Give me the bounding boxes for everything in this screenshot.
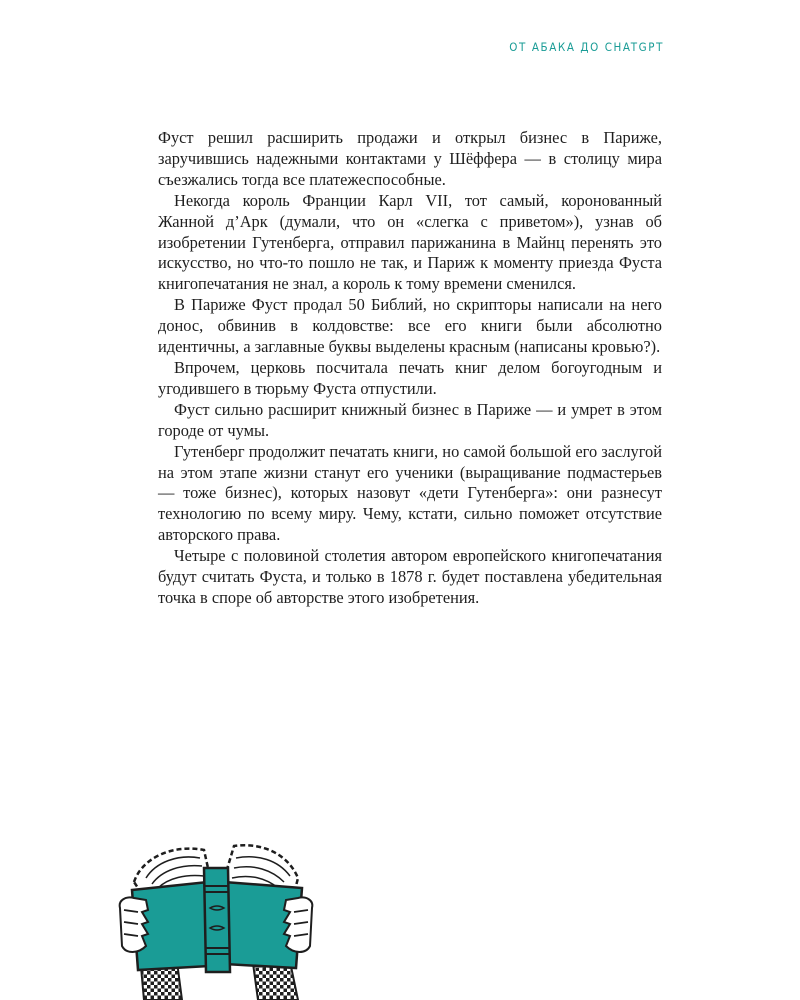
reading-book-hands-icon (112, 838, 322, 1000)
paragraph: Некогда король Франции Карл VII, тот самый, коронованный Жанной д’Арк (думали, что он «слегка с приветом»), узнав об изобретении Гутенберга, отправил парижанина в Майнц перенять это искусство, но что-то пошло не так, и Париж к моменту приезда Фуста книгопечатания не знал, а король к тому времени сменился. (158, 190, 662, 294)
paragraph: Фуст решил расширить продажи и открыл бизнес в Париже, заручившись надежными контактами у Шёффера — в столицу мира съезжались тогда все платежеспособные. (158, 128, 662, 189)
paragraph: В Париже Фуст продал 50 Библий, но скрипторы написали на него донос, обвинив в колдовстве: все его книги были абсолютно идентичны, а заглавные буквы выделены красным (написаны кровью?). (158, 295, 662, 357)
paragraph: Впрочем, церковь посчитала печать книг делом богоугодным и угодившего в тюрьму Фуста отпустили. (158, 357, 662, 398)
book-spine (204, 868, 230, 972)
body-text (158, 128, 662, 609)
running-head: ОТ АБАКА ДО CHATGPT (509, 40, 664, 54)
paragraph: Фуст сильно расширит книжный бизнес в Париже — и умрет в этом городе от чумы. (158, 399, 662, 440)
paragraph: Гутенберг продолжит печатать книги, но самой большой его заслугой на этом этапе жизни станут его ученики (выращивание подмастерьев — тоже бизнес), которых назовут «дети Гутенберга»: они разнесут технологию по всему миру. Чему, кстати, сильно поможет отсутствие авторского права. (158, 441, 662, 545)
paragraph: Четыре с половиной столетия автором европейского книгопечатания будут считать Фуста, и только в 1878 г. будет поставлена убедительная точка в споре об авторстве этого изобретения. (158, 546, 662, 607)
